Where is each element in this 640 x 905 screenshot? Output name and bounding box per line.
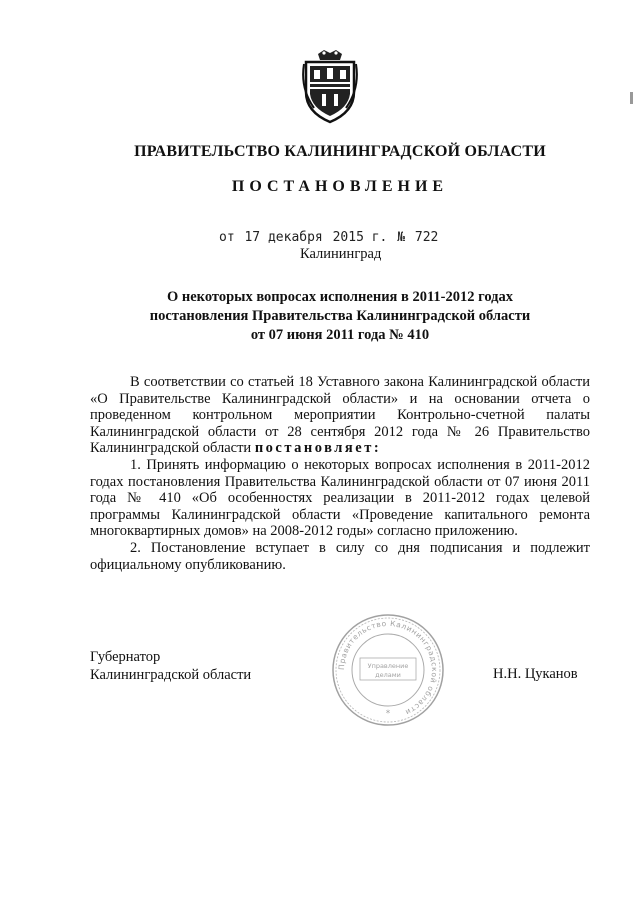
document-body [90, 374, 590, 573]
signatory-name: Н.Н. Цуканов [493, 666, 578, 682]
signatory-position [90, 648, 251, 684]
svg-text:*: * [385, 709, 391, 719]
svg-text:делами: делами [375, 671, 401, 679]
city-name: Калининград [300, 246, 382, 262]
coat-of-arms-emblem [300, 48, 360, 126]
scan-edge-mark [630, 92, 633, 104]
number-sign: № [397, 230, 406, 245]
document-subject [0, 288, 640, 345]
svg-text:Управление: Управление [367, 662, 409, 670]
subject-line-1: О некоторых вопросах исполнения в 2011-2012 годах [166, 289, 514, 305]
decree-word: постановляет: [254, 440, 382, 457]
date-prefix: от [219, 230, 235, 245]
preamble-text: В соответствии со статьей 18 Уставного закона Калининградской области «О Правительстве Калининградской области» и на основании отчета о проведенном контрольном мероприятии Контрольно-счетной палаты Калининградской области от 28 сентября 2012 года № 26 Правительство Калининградской области [90, 374, 590, 457]
government-heading: ПРАВИТЕЛЬСТВО КАЛИНИНГРАДСКОЙ ОБЛАСТИ [134, 143, 546, 160]
svg-text:Правительство Калининградской: Правительство Калининградской области [336, 618, 440, 718]
document-number: 722 [414, 230, 439, 245]
official-seal-stamp [330, 612, 446, 728]
position-line-2: Калининградской области [90, 667, 252, 683]
item-2-paragraph: 2. Постановление вступает в силу со дня подписания и подлежит официальному опубликованию. [90, 539, 590, 573]
subject-line-2: постановления Правительства Калининградской области [149, 308, 531, 324]
position-line-1: Губернатор [90, 649, 161, 665]
preamble-paragraph [90, 374, 590, 457]
document-type-heading: ПОСТАНОВЛЕНИЕ [231, 178, 449, 195]
date-value: 17 декабря [244, 230, 323, 245]
subject-line-3: от 07 июня 2011 года № 410 [250, 327, 430, 343]
date-number-line [219, 230, 440, 245]
date-year: 2015 г. [332, 230, 388, 245]
item-1-paragraph: 1. Принять информацию о некоторых вопросах исполнения в 2011-2012 годах постановления Правительства Калининградской области от 07 июня 2011 года № 410 «Об особенностях реализации в 2011-2012 годах целевой программы Калининградской области «Проведение капитального ремонта многоквартирных домов» на 2008-2012 годы» согласно приложению. [90, 456, 590, 540]
